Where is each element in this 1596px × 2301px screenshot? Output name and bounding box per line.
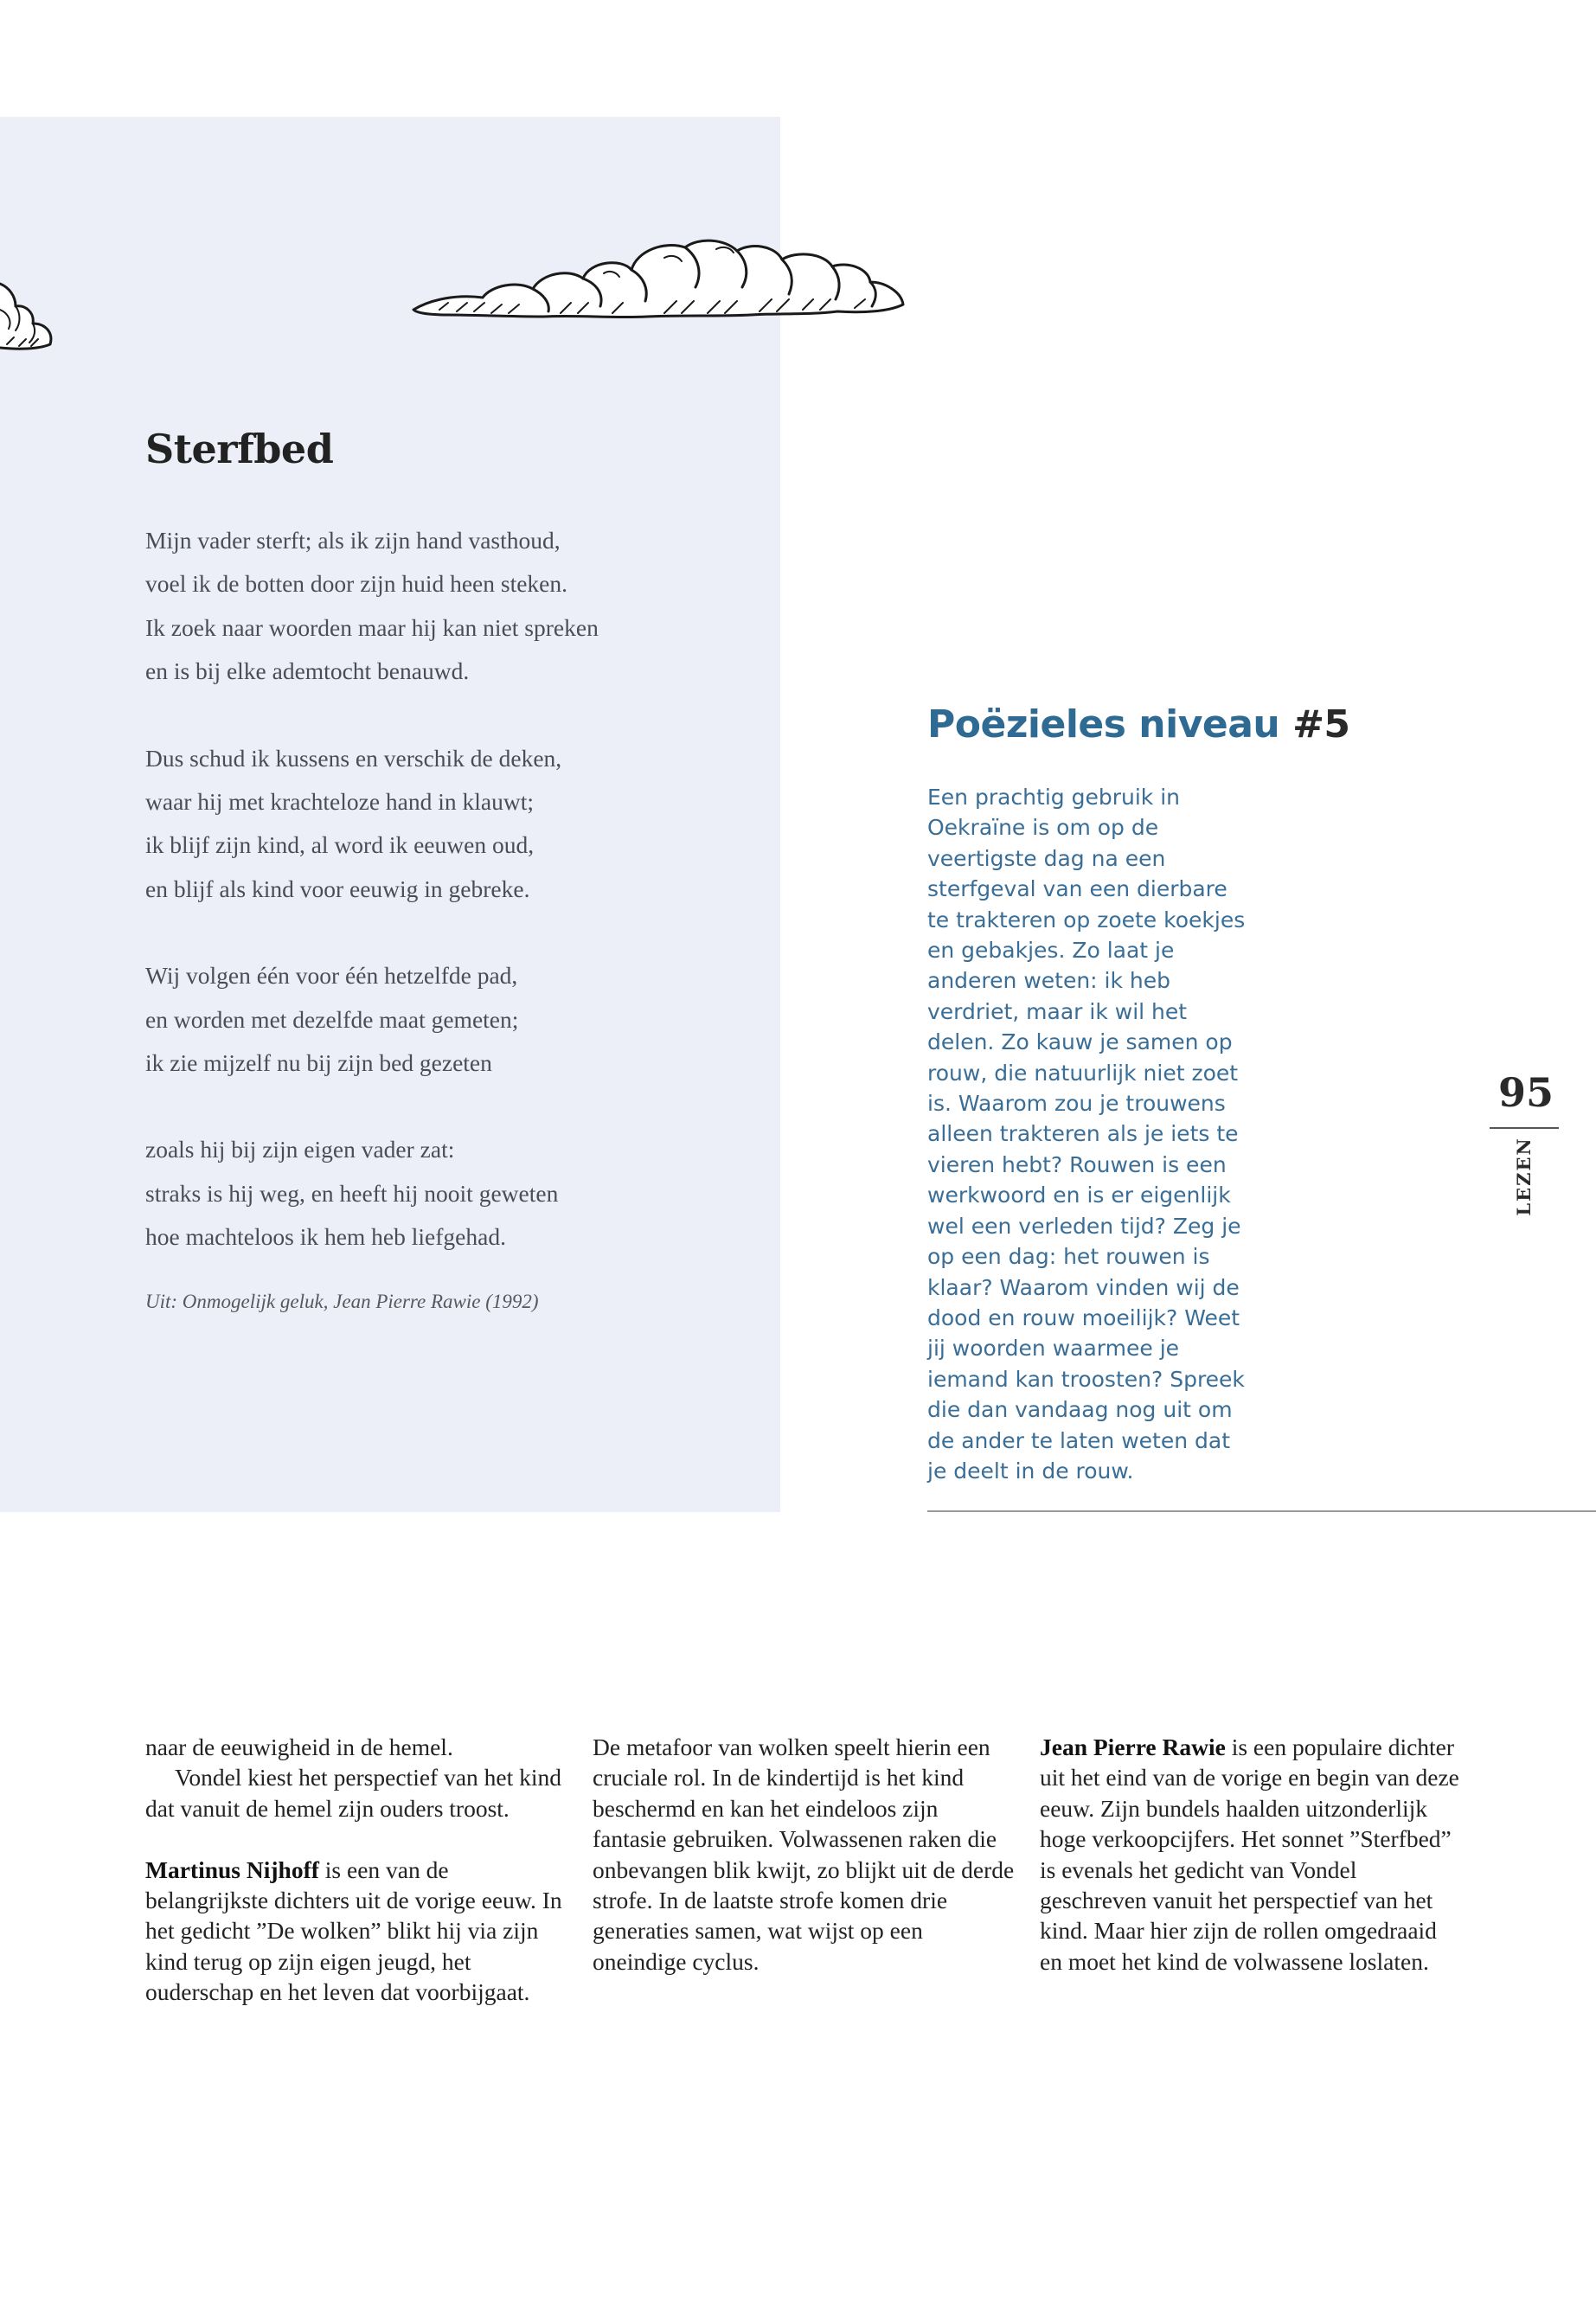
stanza xyxy=(145,737,751,912)
text-column-2 xyxy=(593,1732,1016,1977)
poem-line: hoe machteloos ik hem heb liefgehad. xyxy=(145,1223,506,1251)
paragraph xyxy=(145,1855,569,2008)
cloud-illustration-icon xyxy=(0,275,55,355)
author-name: Jean Pierre Rawie xyxy=(1040,1734,1226,1760)
stanza xyxy=(145,954,751,1085)
poem-line: ik blijf zijn kind, al word ik eeuwen oud, xyxy=(145,831,535,859)
poem-line: Dus schud ik kussens en verschik de deken, xyxy=(145,744,562,772)
page-number: 95 xyxy=(1497,1069,1554,1116)
text-column-3 xyxy=(1040,1732,1464,1977)
poem-line: zoals hij bij zijn eigen vader zat: xyxy=(145,1136,455,1163)
poem-body xyxy=(145,519,751,1303)
poem-line: en is bij elke ademtocht benauwd. xyxy=(145,657,470,685)
stanza xyxy=(145,519,751,694)
sidebar-title-text: Poëzieles niveau xyxy=(927,702,1280,747)
stanza xyxy=(145,1128,751,1259)
poem-line: waar hij met krachteloze hand in klauwt; xyxy=(145,788,534,816)
sidebar-body: Een prachtig gebruik in Oekraïne is om op de veertigste dag na een sterfgeval van een dierbare te trakteren op zoete koekjes en gebakjes. Zo laat je anderen weten: ik heb verdriet, maar ik wil het delen. Zo kauw je samen op rouw, die natuurlijk niet zoet is. Waarom zou je trouwens alleen trakteren als je iets te vieren hebt? Rouwen is een werkwoord en is er eigenlijk wel een verleden tijd? Zeg je op een dag: het rouwen is klaar? Waarom vinden wij de dood en rouw moeilijk? Weet jij woorden waarmee je iemand kan troosten? Spreek die dan vandaag nog uit om de ander te laten weten dat je deelt in de rouw. xyxy=(927,785,1246,1484)
paragraph: Vondel kiest het perspectief van het kind dat vanuit de hemel zijn ouders troost. xyxy=(145,1764,562,1822)
poem-line: voel ik de botten door zijn huid heen steken. xyxy=(145,570,568,598)
poem-title: Sterfbed xyxy=(145,426,334,472)
poem-line: Mijn vader sterft; als ik zijn hand vasthoud, xyxy=(145,527,561,554)
paragraph-text: is een van de belangrijkste dichters uit de vorige eeuw. In het gedicht ”De wolken” blikt hij via zijn kind terug op zijn eigen jeugd, het ouderschap en het leven dat voorbijgaat. xyxy=(145,1856,562,2006)
paragraph-text: is een populaire dichter uit het eind van de vorige en begin van deze eeuw. Zijn bundels haalden uitzonderlijk hoge verkoopcijfers. Het sonnet ”Sterfbed” is evenals het gedicht van Vondel geschreven vanuit het perspectief van het kind. Maar hier zijn de rollen omgedraaid en moet het kind de volwassene loslaten. xyxy=(1040,1734,1459,1975)
author-name: Martinus Nijhoff xyxy=(145,1856,319,1883)
poem-line: Ik zoek naar woorden maar hij kan niet spreken xyxy=(145,613,599,641)
text-column-1 xyxy=(145,1732,569,2008)
poem-line: Wij volgen één voor één hetzelfde pad, xyxy=(145,962,518,990)
paragraph xyxy=(1040,1732,1464,1977)
poem-source: Uit: Onmogelijk geluk, Jean Pierre Rawie (1992) xyxy=(145,1291,539,1312)
poem-line: en blijf als kind voor eeuwig in gebreke. xyxy=(145,875,530,902)
cloud-illustration-icon xyxy=(405,232,912,327)
section-label: LEZEN xyxy=(1513,1137,1535,1216)
divider xyxy=(927,1510,1596,1512)
sidebar-title xyxy=(927,702,1350,747)
sidebar-title-number: #5 xyxy=(1292,702,1350,747)
paragraph: De metafoor van wolken speelt hierin een cruciale rol. In de kindertijd is het kind beschermd en kan het eindeloos zijn fantasie gebruiken. Volwassenen raken die onbevangen blik kwijt, zo blijkt uit de derde strofe. In de laatste strofe komen drie generaties samen, wat wijst op een oneindige cyclus. xyxy=(593,1734,1015,1975)
paragraph: naar de eeuwigheid in de hemel. xyxy=(145,1734,453,1760)
poem-line: straks is hij weg, en heeft hij nooit geweten xyxy=(145,1179,559,1207)
poem-line: en worden met dezelfde maat gemeten; xyxy=(145,1005,519,1033)
poem-line: ik zie mijzelf nu bij zijn bed gezeten xyxy=(145,1049,492,1077)
